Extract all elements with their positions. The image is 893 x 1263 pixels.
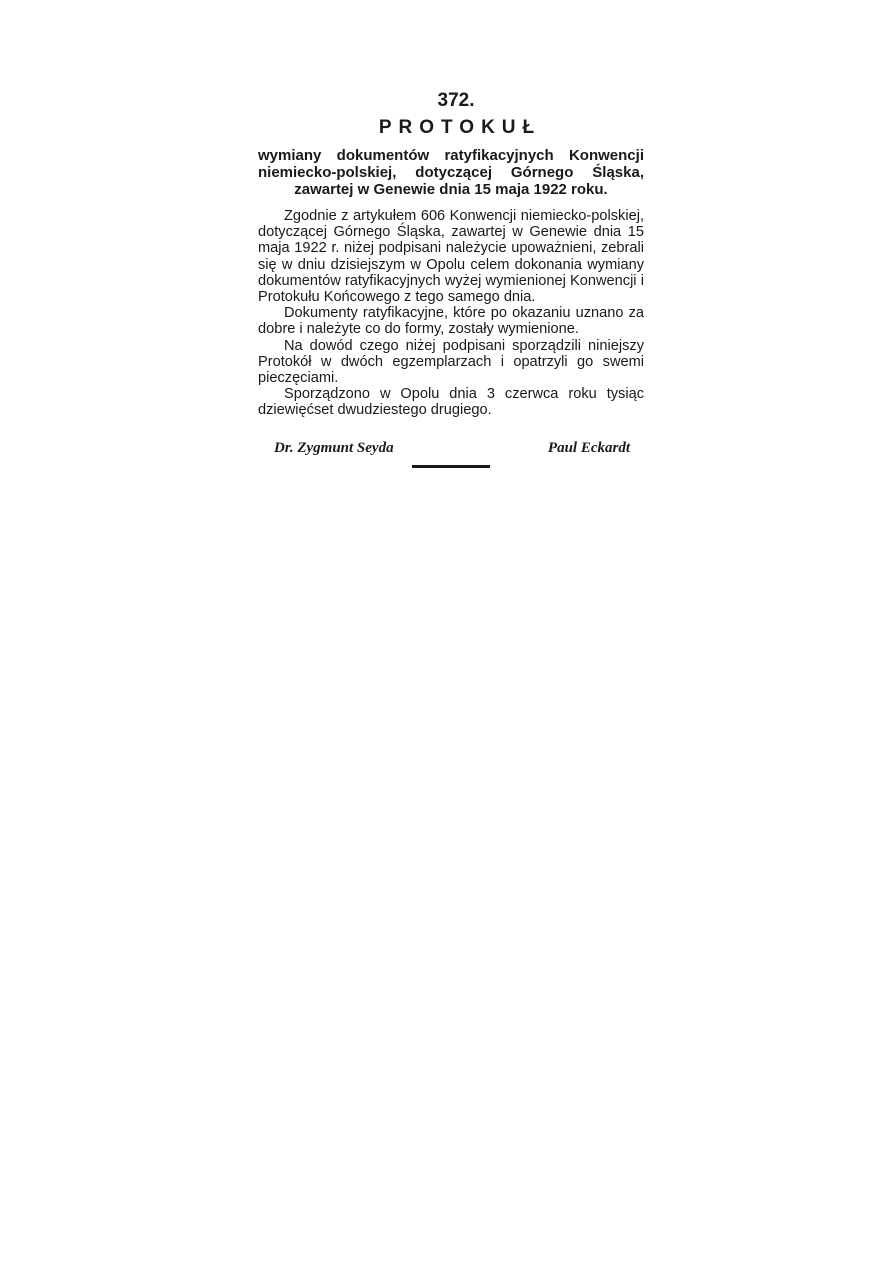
signature-left: Dr. Zygmunt Seyda: [274, 439, 394, 456]
closing-rule: [412, 465, 490, 468]
document-page: [258, 90, 644, 468]
document-title: PROTOKUŁ: [378, 117, 542, 138]
paragraph-ratification: Dokumenty ratyfikacyjne, które po okazaniu uznano za dobre i należyte co do formy, zostały wymienione.: [258, 305, 644, 338]
paragraph-convention: Zgodnie z artykułem 606 Konwencji niemiecko-polskiej, dotyczącej Górnego Śląska, zawartej w Genewie dnia 15 maja 1922 r. niżej podpisani należycie upoważnieni, zebrali się w dniu dzisiejszym w Opolu celem dokonania wymiany dokumentów ratyfikacyjnych wyżej wymienionej Konwencji i Protokułu Końcowego z tego samego dnia.: [258, 208, 644, 306]
document-subtitle: wymiany dokumentów ratyfikacyjnych Konwencji niemiecko-polskiej, dotyczącej Górnego Śląska, zawartej w Genewie dnia 15 maja 1922 roku.: [258, 147, 644, 198]
signature-block: [258, 439, 644, 457]
paragraph-date: Sporządzono w Opolu dnia 3 czerwca roku tysiąc dziewięćset dwudziestego drugiego.: [258, 386, 644, 419]
paragraph-witness: Na dowód czego niżej podpisani sporządzili niniejszy Protokół w dwóch egzemplarzach i opatrzyli go swemi pieczęciami.: [258, 337, 644, 387]
signature-right: Paul Eckardt: [547, 439, 630, 456]
document-number: 372.: [437, 90, 475, 111]
